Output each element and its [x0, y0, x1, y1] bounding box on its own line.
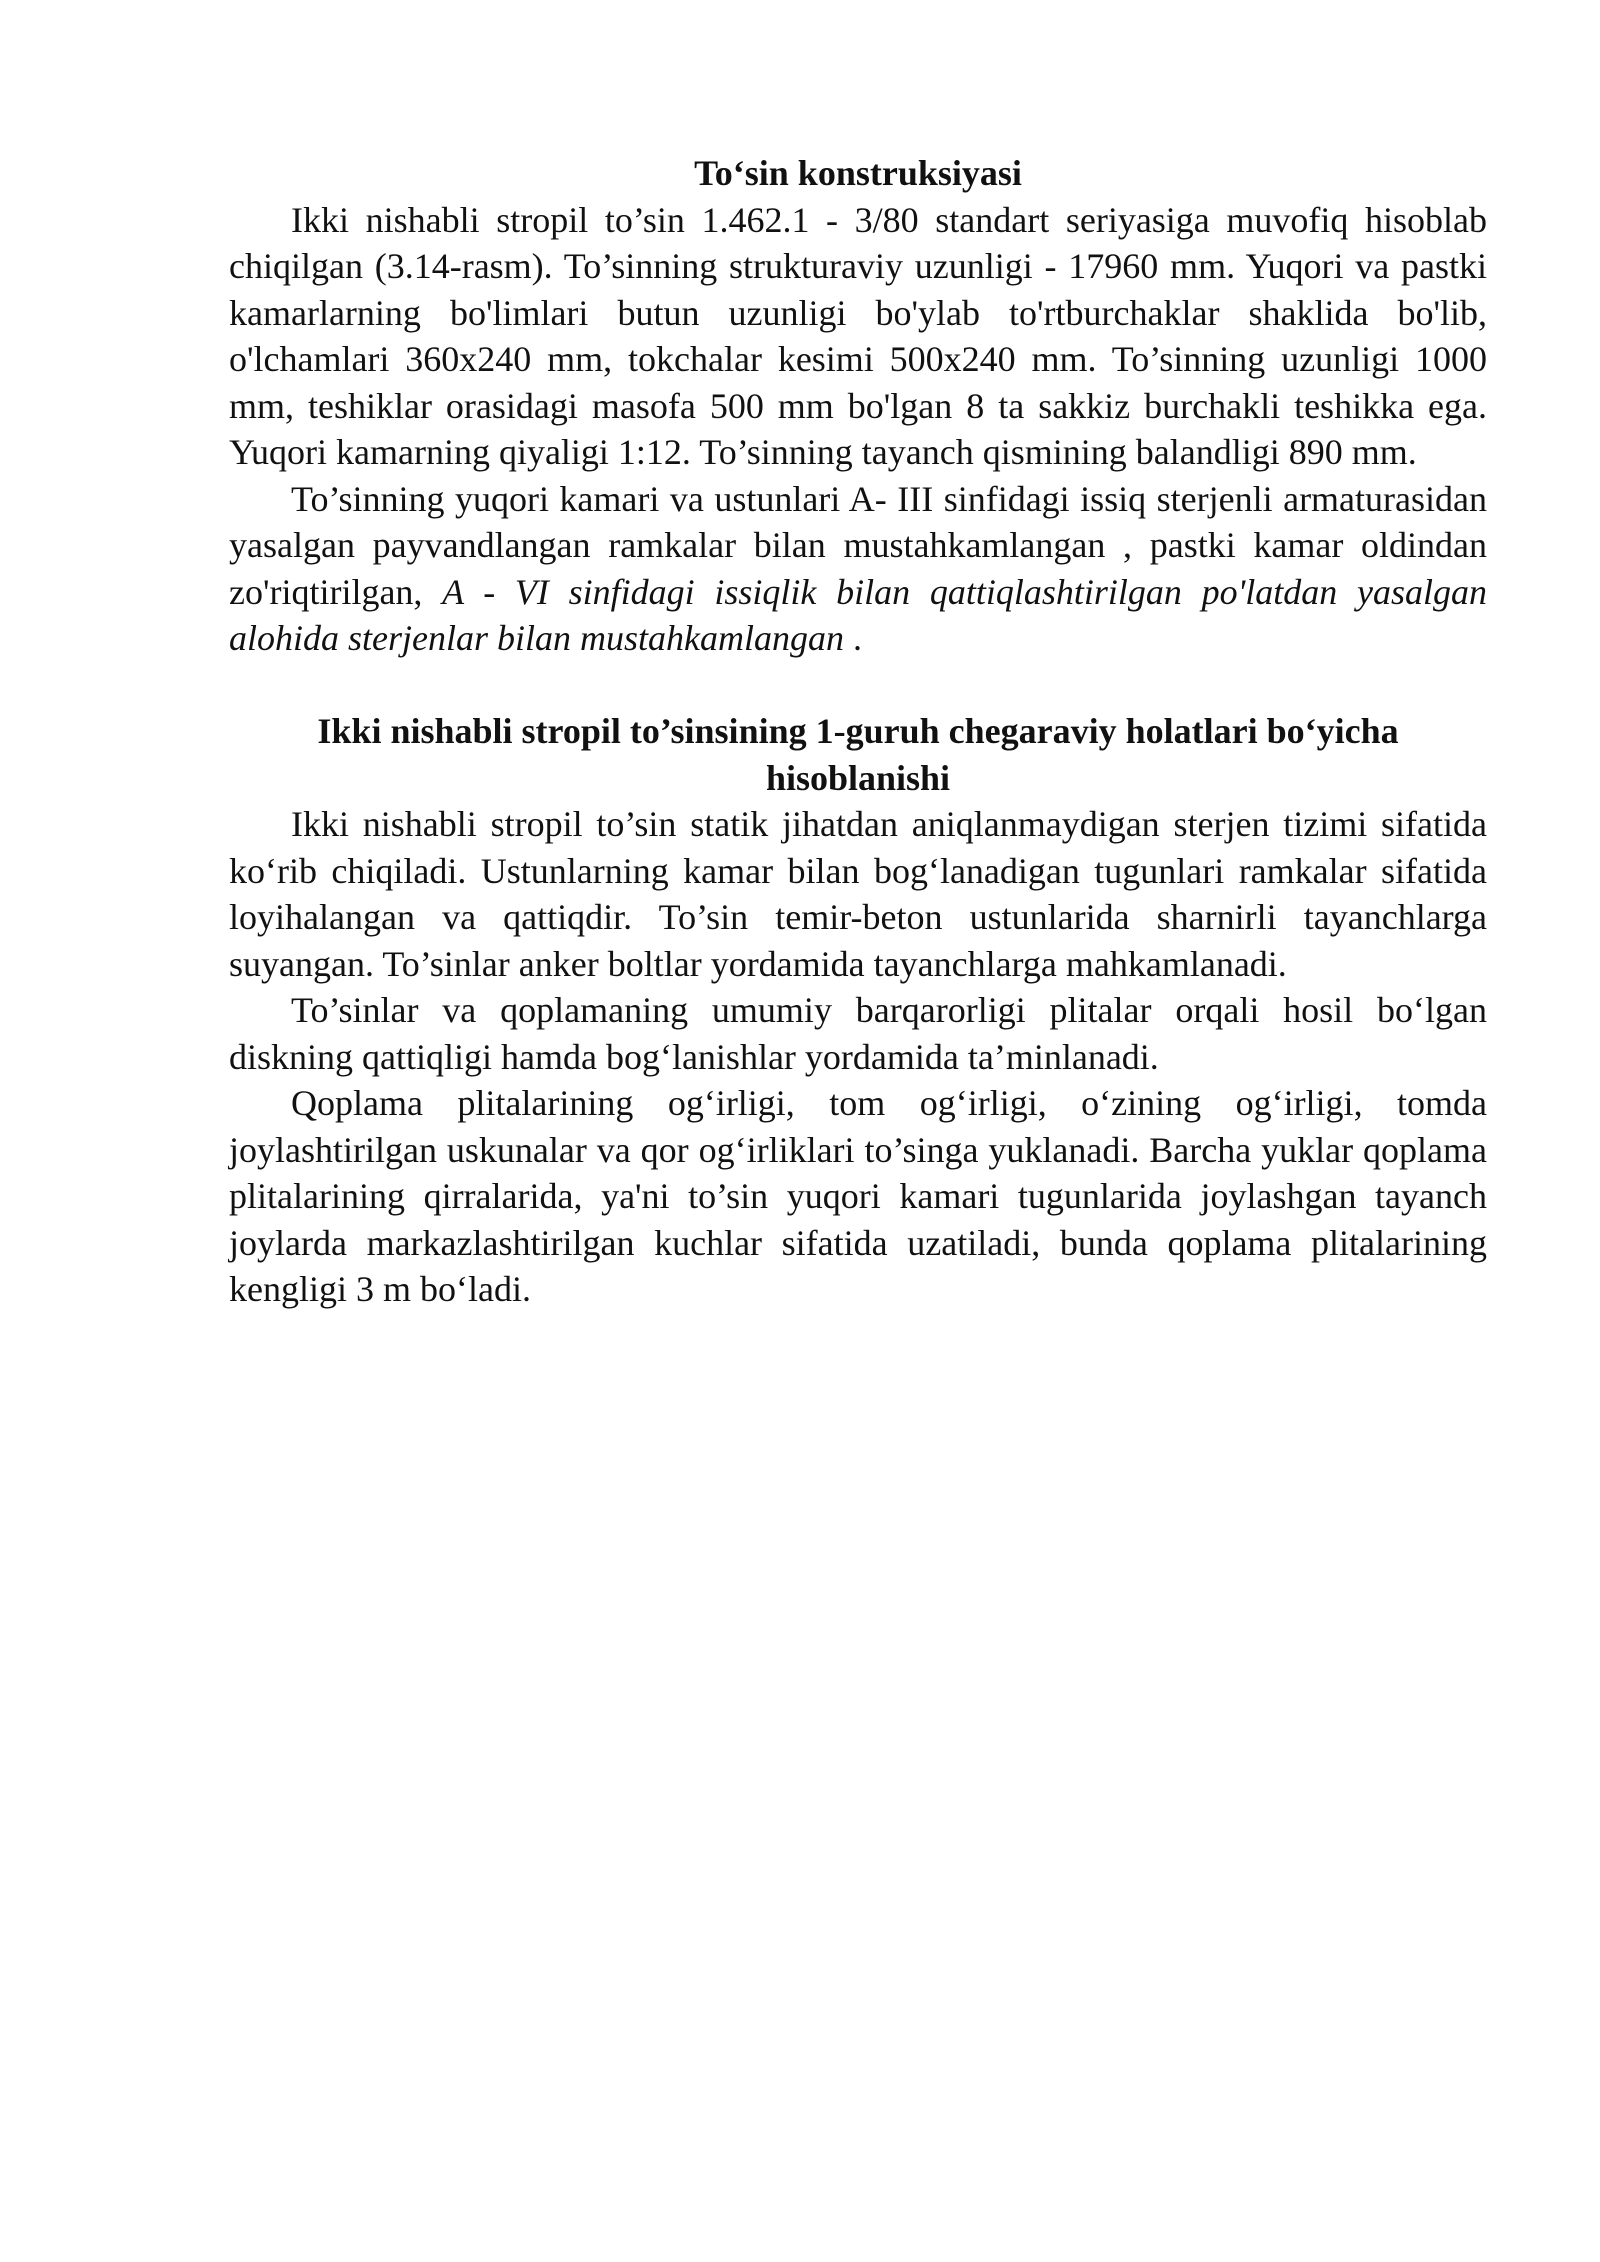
paragraph-reinforcement — [229, 476, 1487, 662]
section-spacer — [229, 662, 1487, 709]
paragraph-beam-description: Ikki nishabli stropil to’sin 1.462.1 - 3/80 standart seriyasiga muvofiq hisoblab chiqilgan (3.14-rasm). To’sinning strukturaviy uzunligi - 17960 mm. Yuqori va pastki kamarlarning bo'limlari butun uzunligi bo'ylab to'rtburchaklar shaklida bo'lib, o'lchamlari 360x240 mm, tokchalar kesimi 500x240 mm. To’sinning uzunligi 1000 mm, teshiklar orasidagi masofa 500 mm bo'lgan 8 ta sakkiz burchakli teshikka ega. Yuqori kamarning qiyaligi 1:12. To’sinning tayanch qismining balandligi 890 mm. — [229, 199, 1487, 472]
section-title-beam-construction: To‘sin konstruksiyasi — [694, 153, 1022, 193]
document-page — [229, 150, 1487, 1313]
section-title-limit-states: Ikki nishabli stropil to’sinsining 1-guruh chegaraviy holatlari bo‘yicha hisoblanishi — [317, 711, 1399, 798]
reinforcement-text: To’sinning yuqori kamari va ustunlari A- III sinfidagi issiq sterjenli armaturasidan yasalgan payvandlangan ramkalar bilan mustahkamlangan , pastki kamar oldindan zo'riqtirilgan, — [229, 478, 1487, 612]
paragraph-stability: To’sinlar va qoplamaning umumiy barqarorligi plitalar orqali hosil bo‘lgan diskning qattiqligi hamda bog‘lanishlar yordamida ta’minlanadi. — [229, 990, 1487, 1077]
paragraph-loads: Qoplama plitalarining og‘irligi, tom og‘irligi, o‘zining og‘irligi, tomda joylashtirilgan uskunalar va qor og‘irliklari to’singa yuklanadi. Barcha yuklar qoplama plitalarining qirralarida, ya'ni to’sin yuqori kamari tugunlarida joylashgan tayanch joylarda markazlashtirilgan kuchlar sifatida uzatiladi, bunda qoplama plitalarining kengligi 3 m bo‘ladi. — [229, 1083, 1487, 1309]
paragraph-static-system: Ikki nishabli stropil to’sin statik jihatdan aniqlanmaydigan sterjen tizimi sifatida ko‘rib chiqiladi. Ustunlarning kamar bilan bog‘lanadigan tugunlari ramkalar sifatida loyihalangan va qattiqdir. To’sin temir-beton ustunlarida sharnirli tayanchlarga suyangan. To’sinlar anker boltlar yordamida tayanchlarga mahkamlanadi. — [229, 804, 1487, 984]
reinforcement-end: . — [844, 618, 862, 658]
reinforcement-italic-text: A - VI sinfidagi issiqlik bilan qattiqlashtirilgan po'latdan yasalgan alohida sterjenlar bilan mustahkamlangan — [229, 571, 1487, 658]
